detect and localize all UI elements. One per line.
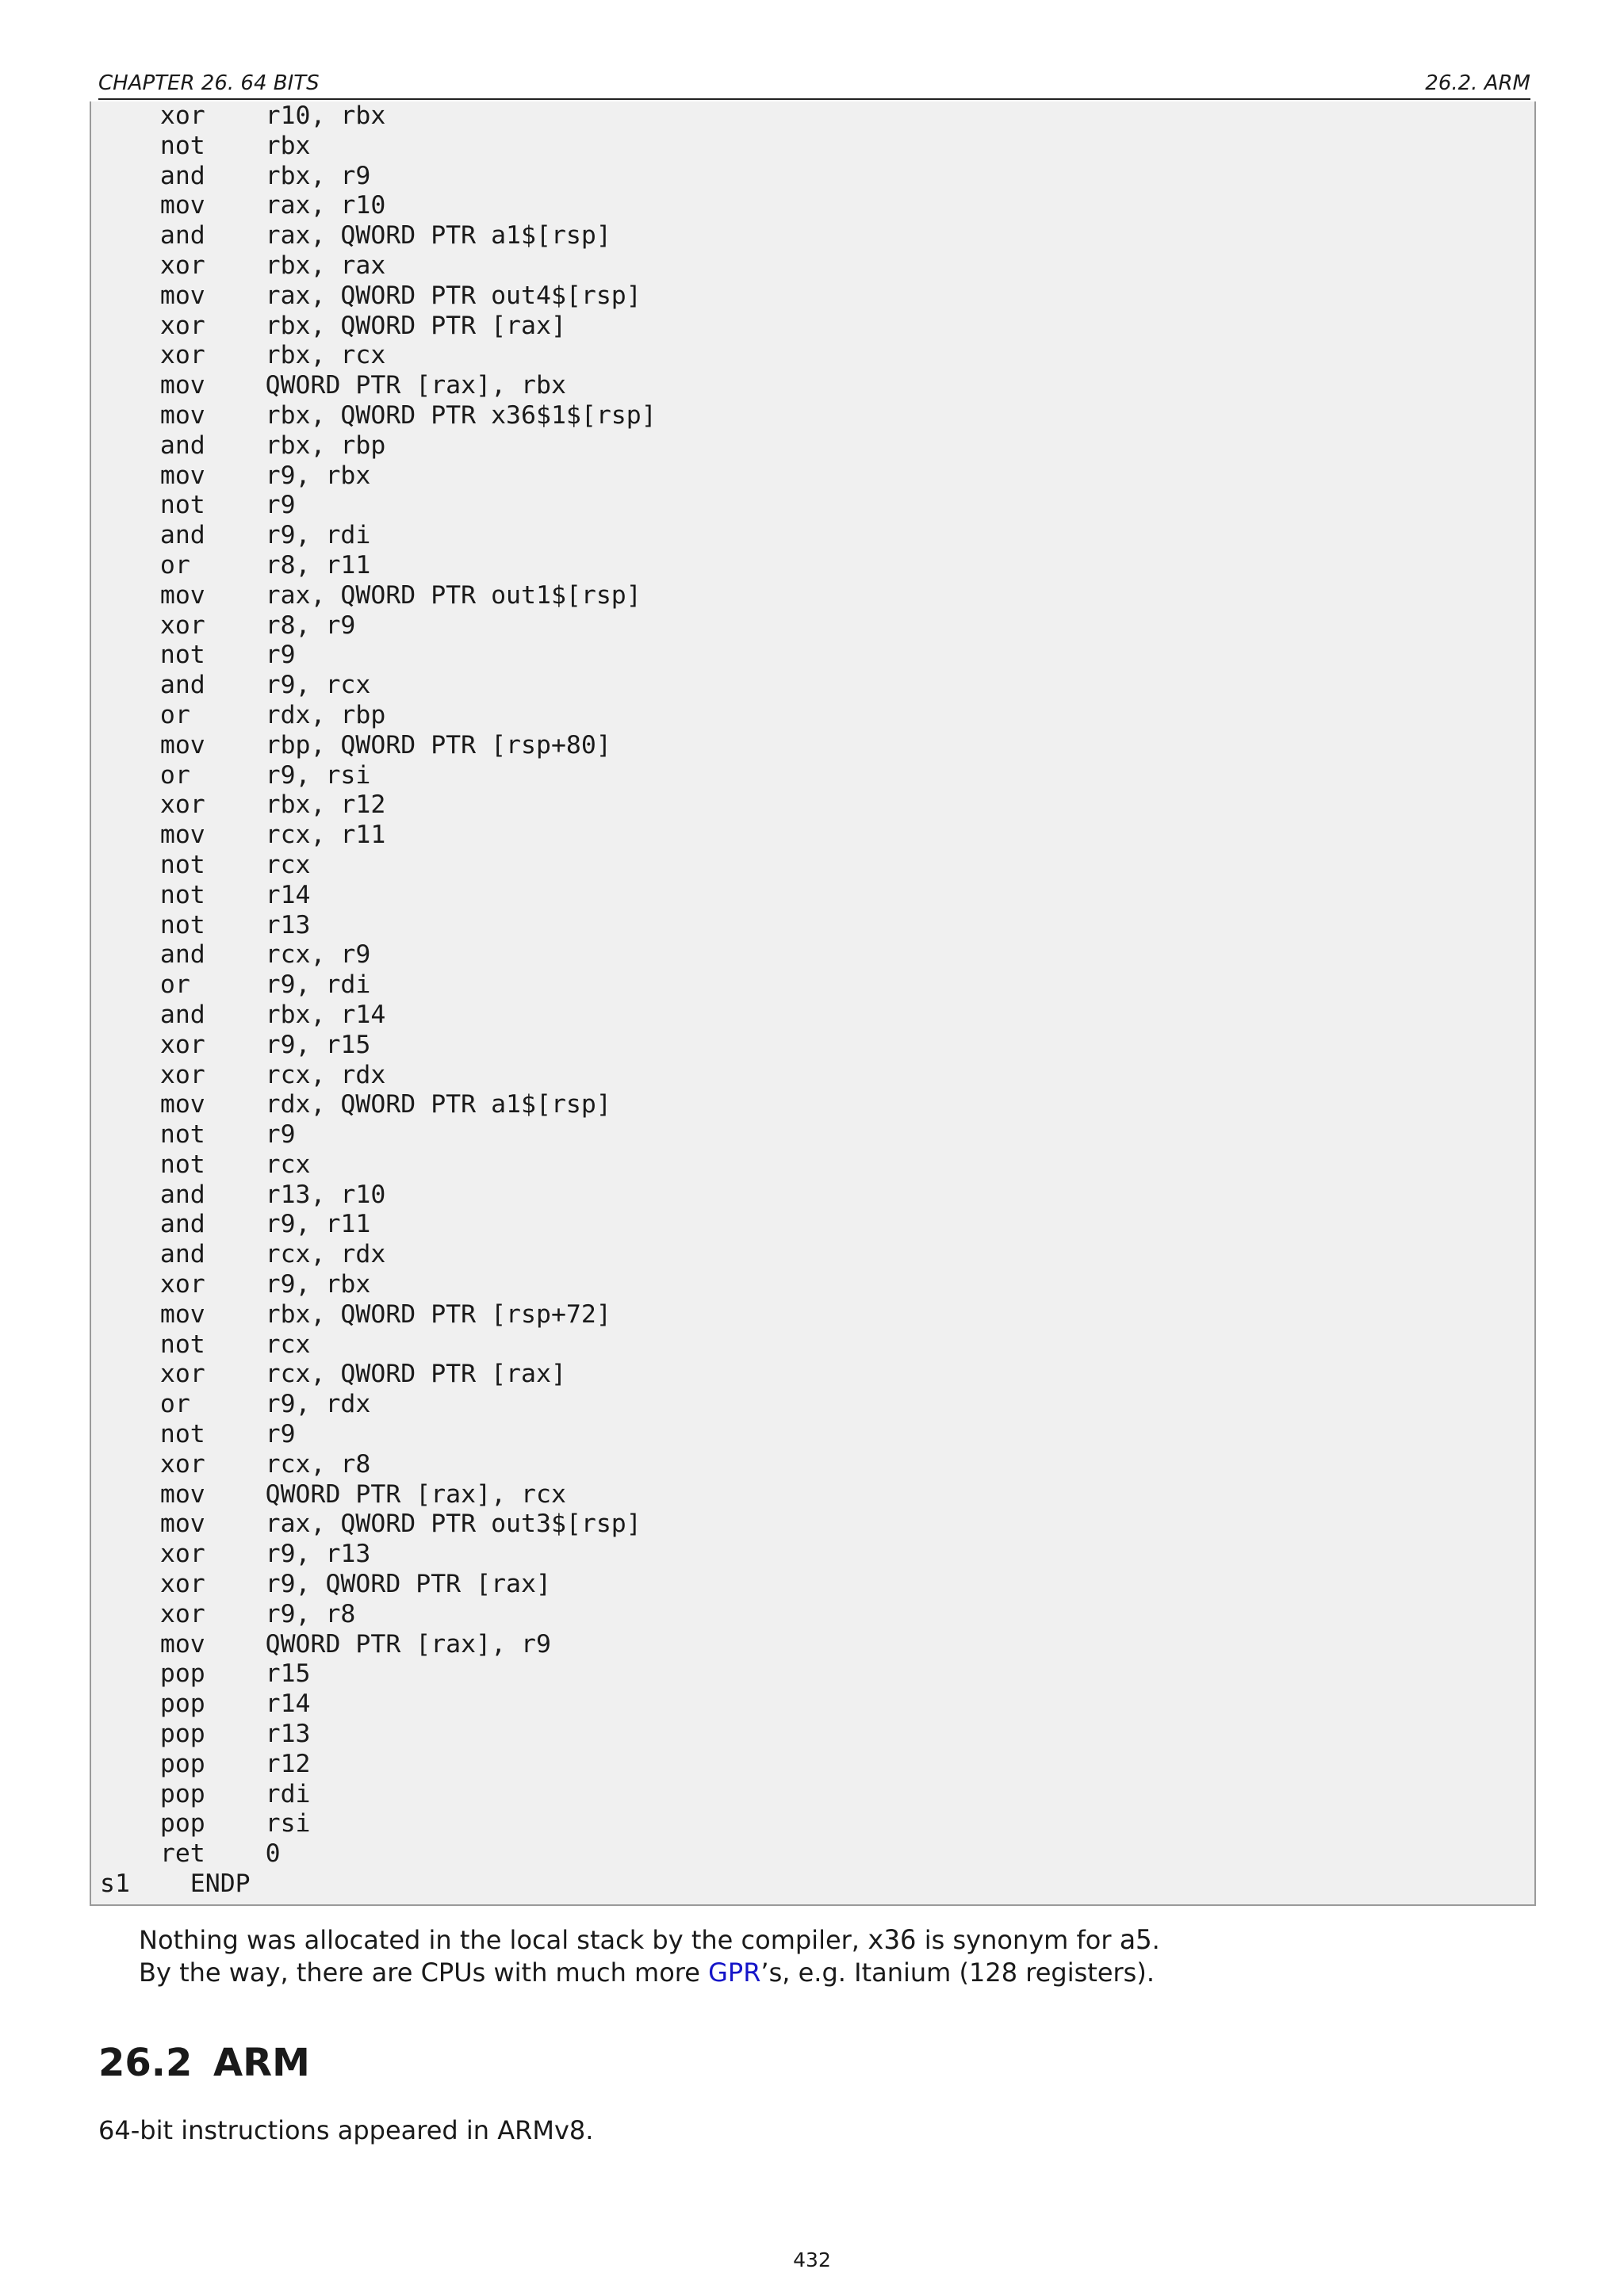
code-line: xor rcx, r8: [100, 1449, 371, 1479]
code-line: xor r9, r13: [100, 1540, 371, 1569]
para2-text-after: ’s, e.g. Itanium (128 registers).: [760, 1957, 1155, 1988]
code-line: mov QWORD PTR [rax], rcx: [100, 1479, 566, 1509]
section-heading: [98, 2039, 310, 2087]
code-line: mov rdx, QWORD PTR a1$[rsp]: [100, 1090, 611, 1119]
code-line: not r14: [100, 880, 311, 909]
code-line: or r8, r11: [100, 550, 371, 580]
code-line: mov r9, rbx: [100, 461, 371, 490]
code-line: not rbx: [100, 131, 311, 160]
code-line: not r9: [100, 491, 296, 520]
running-header: [98, 70, 1530, 100]
code-line: and r9, rdi: [100, 521, 371, 550]
code-line: xor r9, QWORD PTR [rax]: [100, 1570, 551, 1599]
code-line: not rcx: [100, 1330, 311, 1359]
code-line: mov rax, r10: [100, 191, 386, 220]
code-listing: [90, 101, 1536, 1906]
code-line: or r9, rdx: [100, 1390, 371, 1419]
para1-text-before: Nothing was allocated in the local stack by the compiler,: [139, 1925, 868, 1955]
code-line: xor r9, rbx: [100, 1270, 371, 1299]
page-number: 432: [793, 2248, 831, 2271]
code-line: and rbx, r14: [100, 1000, 386, 1029]
code-line: or r9, rdi: [100, 970, 371, 1000]
code-line: xor rcx, QWORD PTR [rax]: [100, 1360, 566, 1389]
code-line: xor rbx, rcx: [100, 341, 386, 370]
code-line: xor rbx, QWORD PTR [rax]: [100, 311, 566, 340]
para1-text-after: .: [1151, 1925, 1160, 1955]
code-line: mov rbp, QWORD PTR [rsp+80]: [100, 730, 611, 760]
code-line: pop r14: [100, 1689, 311, 1719]
code-line: not r9: [100, 641, 296, 670]
code-line: xor rbx, rax: [100, 251, 386, 280]
code-line: and r9, r11: [100, 1210, 371, 1239]
code-line: and r9, rcx: [100, 671, 371, 700]
code-line: mov rax, QWORD PTR out4$[rsp]: [100, 281, 642, 310]
code-line: mov rax, QWORD PTR out3$[rsp]: [100, 1510, 642, 1539]
body-paragraph: 64-bit instructions appeared in ARMv8.: [98, 2115, 594, 2145]
code-line: and rbx, r9: [100, 161, 371, 190]
para1-text-middle: is synonym for: [916, 1925, 1120, 1955]
code-line: mov rcx, r11: [100, 821, 386, 850]
code-lines: [100, 101, 657, 1900]
code-line: not rcx: [100, 850, 311, 879]
code-line: xor rbx, r12: [100, 790, 386, 820]
code-line: ret 0: [100, 1839, 281, 1869]
code-line: pop rsi: [100, 1809, 311, 1839]
paragraph-gpr-note: [139, 1957, 1155, 1988]
code-line: not rcx: [100, 1150, 311, 1179]
code-line: xor r9, r8: [100, 1599, 356, 1628]
code-line: pop r13: [100, 1720, 311, 1749]
section-title: ARM: [213, 2041, 310, 2085]
code-line: and rcx, r9: [100, 940, 371, 970]
header-chapter: CHAPTER 26. 64 BITS: [98, 71, 320, 95]
code-line: mov rbx, QWORD PTR x36$1$[rsp]: [100, 400, 657, 430]
code-line: xor r10, rbx: [100, 101, 386, 130]
inline-code-a5: a5: [1119, 1924, 1152, 1956]
inline-code-x36: x36: [868, 1924, 917, 1956]
code-line: or rdx, rbp: [100, 700, 386, 729]
paragraph-stack-note: [139, 1924, 1160, 1956]
code-line: and rcx, rdx: [100, 1240, 386, 1269]
code-line: xor rcx, rdx: [100, 1060, 386, 1089]
header-section: 26.2. ARM: [1425, 71, 1530, 95]
code-line: pop r12: [100, 1749, 311, 1778]
code-line: and rbx, rbp: [100, 430, 386, 460]
code-line: not r9: [100, 1420, 296, 1449]
code-line: mov QWORD PTR [rax], r9: [100, 1629, 551, 1659]
code-line: mov rbx, QWORD PTR [rsp+72]: [100, 1299, 611, 1329]
code-line: pop rdi: [100, 1779, 311, 1808]
code-line: s1 ENDP: [100, 1869, 251, 1899]
section-number: 26.2: [98, 2041, 193, 2085]
code-line: not r13: [100, 910, 311, 939]
code-line: mov rax, QWORD PTR out1$[rsp]: [100, 580, 642, 610]
code-line: and rax, QWORD PTR a1$[rsp]: [100, 221, 611, 251]
code-line: xor r8, r9: [100, 610, 356, 640]
code-line: xor r9, r15: [100, 1030, 371, 1059]
code-line: not r9: [100, 1120, 296, 1150]
para2-text-before: By the way, there are CPUs with much more: [139, 1957, 709, 1988]
code-line: mov QWORD PTR [rax], rbx: [100, 371, 566, 400]
code-line: and r13, r10: [100, 1180, 386, 1209]
code-line: or r9, rsi: [100, 760, 371, 790]
code-line: pop r15: [100, 1659, 311, 1689]
gpr-link[interactable]: GPR: [708, 1957, 761, 1988]
